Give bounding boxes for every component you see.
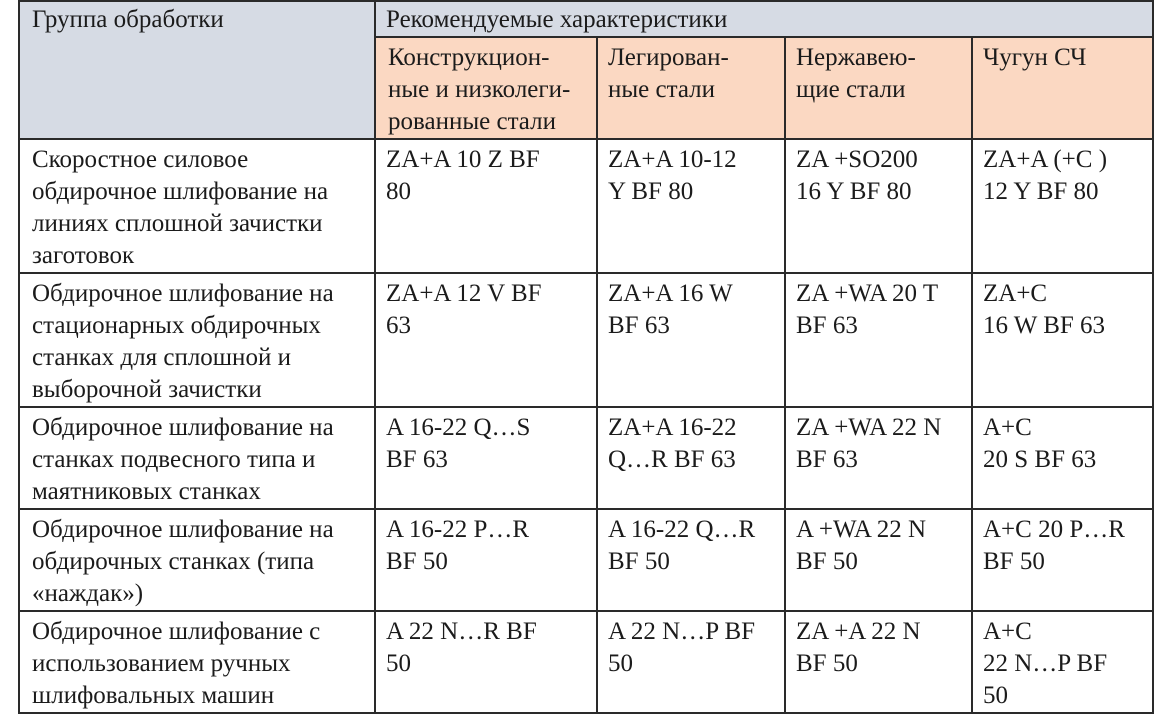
row-value-cell: A+C 20 P…R BF 50 (972, 509, 1153, 611)
row-value-cell: A+C 22 N…P BF 50 (972, 611, 1153, 713)
row-value-cell: ZA+A 12 V BF 63 (375, 273, 597, 407)
row-value-cell: A+C 20 S BF 63 (972, 407, 1153, 509)
abrasive-characteristics-table (18, 0, 1154, 714)
row-group-cell: Обдирочное шлифование на стационарных обдирочных станках для сплошной и выборочной зачистки (19, 273, 375, 407)
row-value-cell: ZA +WA 22 N BF 63 (785, 407, 972, 509)
table-row (19, 509, 1153, 611)
header-row-top (19, 1, 1153, 37)
header-group-cell: Группа обработки (19, 1, 375, 139)
abrasive-table-container (18, 0, 1152, 714)
row-value-cell: ZA+A 10 Z BF 80 (375, 139, 597, 273)
row-value-cell: ZA +A 22 N BF 50 (785, 611, 972, 713)
row-value-cell: A 22 N…R BF 50 (375, 611, 597, 713)
table-row (19, 273, 1153, 407)
table-row (19, 611, 1153, 713)
row-value-cell: A 16-22 Q…S BF 63 (375, 407, 597, 509)
row-value-cell: A 16-22 P…R BF 50 (375, 509, 597, 611)
row-group-cell: Обдирочное шлифование на обдирочных станках (типа «наждак») (19, 509, 375, 611)
header-recommended-cell: Рекомендуемые характеристики (375, 1, 1153, 37)
row-value-cell: A 22 N…P BF 50 (597, 611, 785, 713)
header-col-alloy-steel: Легирован- ные стали (597, 37, 785, 139)
header-col-cast-iron: Чугун СЧ (972, 37, 1153, 139)
row-value-cell: ZA +SO200 16 Y BF 80 (785, 139, 972, 273)
row-value-cell: ZA +WA 20 T BF 63 (785, 273, 972, 407)
header-col-stainless-steel: Нержавею- щие стали (785, 37, 972, 139)
row-value-cell: ZA+A 16 W BF 63 (597, 273, 785, 407)
row-value-cell: ZA+A (+C ) 12 Y BF 80 (972, 139, 1153, 273)
row-group-cell: Обдирочное шлифование на станках подвесного типа и маятниковых станках (19, 407, 375, 509)
row-group-cell: Обдирочное шлифование с использованием ручных шлифовальных машин (19, 611, 375, 713)
row-value-cell: ZA+A 16-22 Q…R BF 63 (597, 407, 785, 509)
row-value-cell: A 16-22 Q…R BF 50 (597, 509, 785, 611)
table-row (19, 139, 1153, 273)
row-value-cell: ZA+A 10-12 Y BF 80 (597, 139, 785, 273)
header-col-structural-steel: Конструкцион- ные и низколеги- рованные стали (375, 37, 597, 139)
row-group-cell: Скоростное силовое обдирочное шлифование на линиях сплошной зачистки заготовок (19, 139, 375, 273)
row-value-cell: ZA+C 16 W BF 63 (972, 273, 1153, 407)
row-value-cell: A +WA 22 N BF 50 (785, 509, 972, 611)
table-row (19, 407, 1153, 509)
